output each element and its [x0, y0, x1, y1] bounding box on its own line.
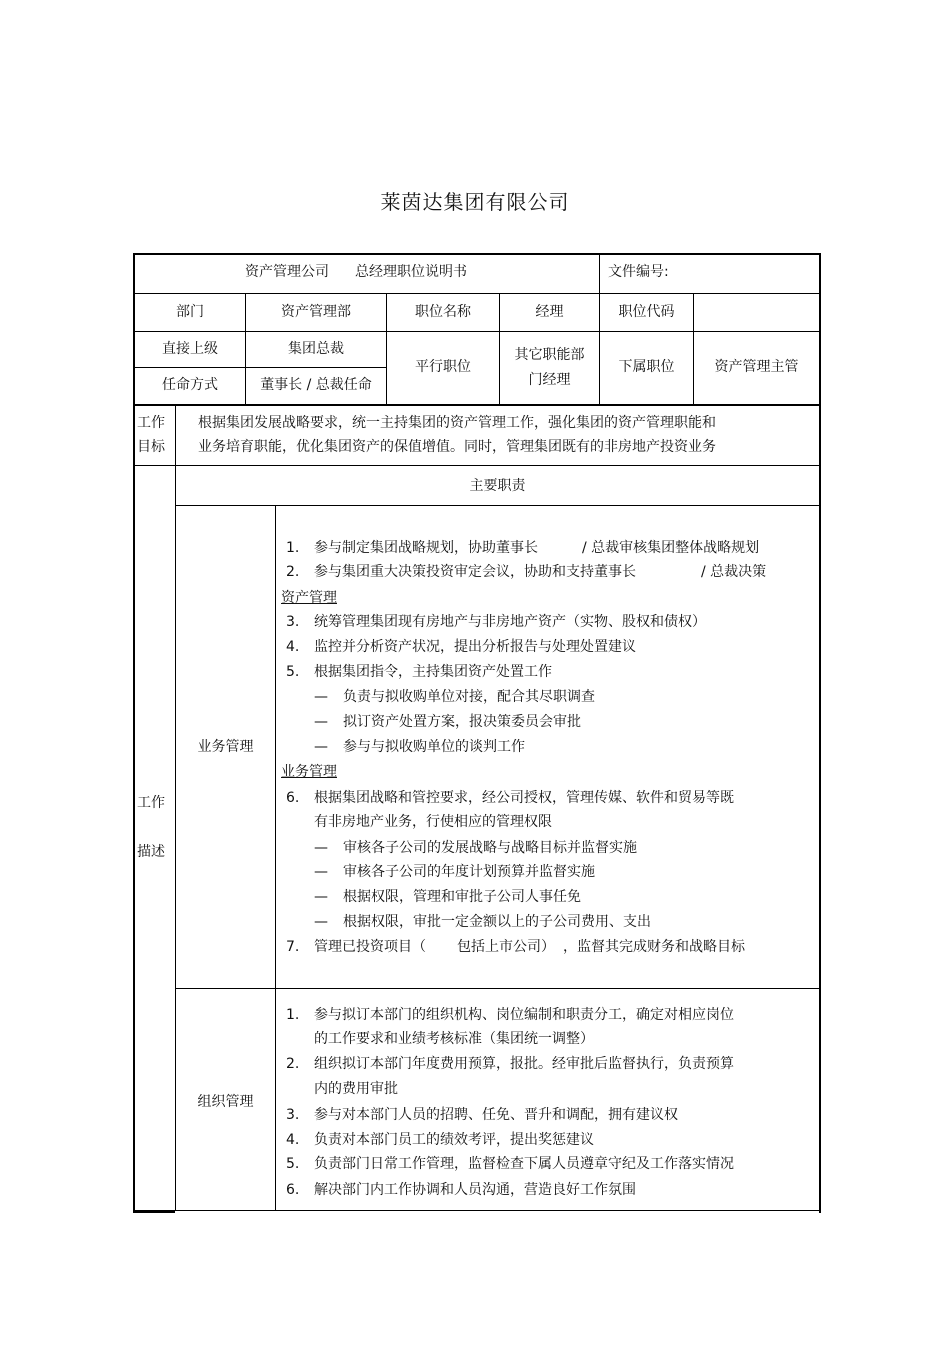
- list-number: 2.: [286, 564, 300, 580]
- list-item-text: 负责对本部门员工的绩效考评，提出奖惩建议: [314, 1132, 594, 1148]
- dash-bullet: —: [314, 889, 328, 905]
- dash-bullet: —: [314, 714, 328, 730]
- subordinate-value: 资产管理主管: [714, 359, 799, 375]
- list-number: 7.: [286, 939, 300, 955]
- subheading-business-management: 业务管理: [281, 764, 337, 780]
- appoint-value: 董事长 / 总裁任命: [260, 377, 372, 393]
- list-item-text: 管理已投资项目（: [314, 939, 426, 955]
- list-number: 6.: [286, 790, 300, 806]
- list-item-text: 监控并分析资产状况，提出分析报告与处理处置建议: [314, 639, 636, 655]
- list-item-text: ，监督其完成财务和战略目标: [563, 939, 745, 955]
- goal-label-line2: 目标: [137, 439, 165, 455]
- dash-bullet: —: [314, 689, 328, 705]
- list-item-text: 解决部门内工作协调和人员沟通，营造良好工作氛围: [314, 1182, 636, 1198]
- subordinate-label: 下属职位: [618, 359, 675, 375]
- sub-item-text: 参与与拟收购单位的谈判工作: [343, 739, 525, 755]
- list-number: 1.: [286, 540, 300, 556]
- list-number: 1.: [286, 1007, 300, 1023]
- list-item-text: / 总裁审核集团整体战略规划: [582, 540, 760, 556]
- subheading-asset-management: 资产管理: [281, 590, 337, 606]
- list-item-text: 内的费用审批: [314, 1081, 398, 1097]
- sub-item-text: 审核各子公司的年度计划预算并监督实施: [343, 864, 595, 880]
- dash-bullet: —: [314, 840, 328, 856]
- company-title: 莱茵达集团有限公司: [380, 190, 570, 214]
- goal-text-line1: 根据集团发展战略要求，统一主持集团的资产管理工作，强化集团的资产管理职能和: [198, 415, 716, 431]
- parallel-value-line1: 其它职能部: [514, 347, 585, 363]
- doc-title-company: 资产管理公司: [245, 264, 329, 280]
- parallel-value-line2: 门经理: [528, 372, 571, 388]
- list-item-text: 参与制定集团战略规划，协助董事长: [314, 540, 538, 556]
- description-label-line1: 工作: [137, 795, 165, 811]
- sub-item-text: 审核各子公司的发展战略与战略目标并监督实施: [343, 840, 637, 856]
- dept-label: 部门: [176, 304, 204, 320]
- position-value: 经理: [535, 304, 564, 320]
- list-number: 3.: [286, 1107, 300, 1123]
- list-number: 6.: [286, 1182, 300, 1198]
- dash-bullet: —: [314, 739, 328, 755]
- list-item-text: 根据集团指令，主持集团资产处置工作: [314, 664, 552, 680]
- sub-item-text: 拟订资产处置方案，报决策委员会审批: [343, 714, 581, 730]
- list-number: 2.: [286, 1056, 300, 1072]
- org-section-label: 组织管理: [197, 1094, 254, 1110]
- list-number: 5.: [286, 664, 300, 680]
- list-item-text: 根据集团战略和管控要求，经公司授权，管理传媒、软件和贸易等既: [314, 790, 734, 806]
- dash-bullet: —: [314, 864, 328, 880]
- main-duties-heading: 主要职责: [469, 478, 526, 494]
- description-label-line2: 描述: [137, 844, 165, 860]
- list-item-text: 负责部门日常工作管理，监督检查下属人员遵章守纪及工作落实情况: [314, 1156, 734, 1172]
- list-number: 4.: [286, 639, 300, 655]
- sub-item-text: 根据权限，审批一定金额以上的子公司费用、支出: [343, 914, 651, 930]
- goal-label-line1: 工作: [137, 415, 165, 431]
- sub-item-text: 负责与拟收购单位对接，配合其尽职调查: [343, 689, 595, 705]
- appoint-label: 任命方式: [162, 377, 218, 393]
- dash-bullet: —: [314, 914, 328, 930]
- list-item-text: 统筹管理集团现有房地产与非房地产资产（实物、股权和债权）: [314, 614, 706, 630]
- list-item-text: 的工作要求和业绩考核标准（集团统一调整）: [314, 1031, 594, 1047]
- list-number: 5.: [286, 1156, 300, 1172]
- sub-item-text: 根据权限，管理和审批子公司人事任免: [343, 889, 581, 905]
- parallel-label: 平行职位: [415, 359, 471, 375]
- list-item-text: 参与对本部门人员的招聘、任免、晋升和调配，拥有建议权: [314, 1107, 678, 1123]
- list-item-text: 包括上市公司）: [457, 939, 555, 955]
- goal-text-line2: 业务培育职能，优化集团资产的保值增值。同时，管理集团既有的非房地产投资业务: [198, 439, 716, 455]
- list-item-text: / 总裁决策: [701, 564, 767, 580]
- business-section-label: 业务管理: [197, 739, 254, 755]
- code-label: 职位代码: [618, 304, 675, 320]
- dept-value: 资产管理部: [281, 304, 351, 320]
- list-item-text: 参与拟订本部门的组织机构、岗位编制和职责分工，确定对相应岗位: [314, 1007, 734, 1023]
- doc-title-name: 总经理职位说明书: [355, 264, 467, 280]
- superior-label: 直接上级: [162, 341, 218, 357]
- list-item-text: 参与集团重大决策投资审定会议，协助和支持董事长: [314, 564, 636, 580]
- list-number: 4.: [286, 1132, 300, 1148]
- list-number: 3.: [286, 614, 300, 630]
- file-number-label: 文件编号:: [608, 264, 669, 280]
- position-label: 职位名称: [415, 304, 471, 320]
- superior-value: 集团总裁: [288, 341, 344, 357]
- list-item-text: 有非房地产业务，行使相应的管理权限: [314, 814, 552, 830]
- list-item-text: 组织拟订本部门年度费用预算，报批。经审批后监督执行，负责预算: [314, 1056, 734, 1072]
